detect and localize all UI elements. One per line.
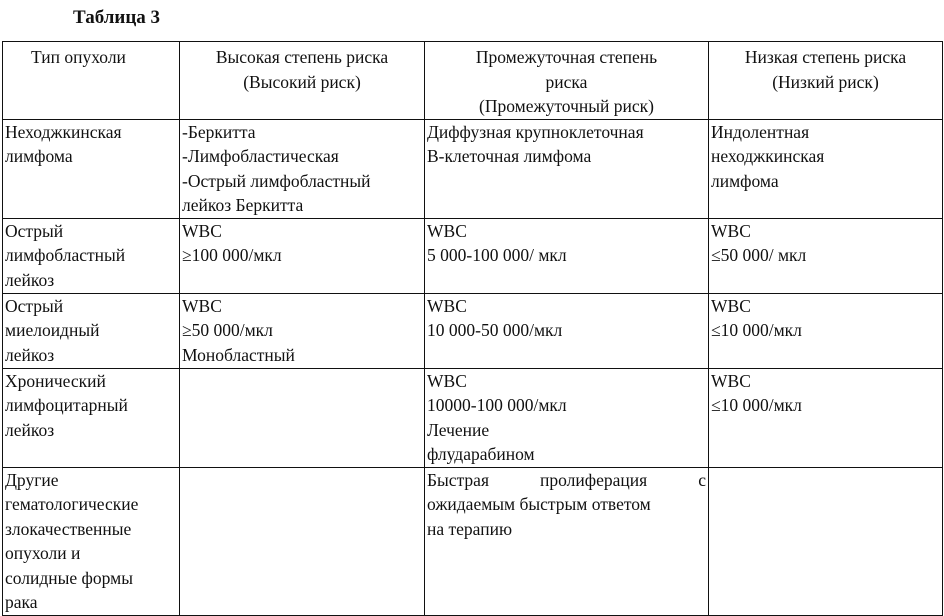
cell-intermediate-risk xyxy=(425,119,709,218)
cell-tumor-type xyxy=(3,293,180,368)
header-low-risk xyxy=(709,42,943,120)
cell-line: рака xyxy=(5,592,38,612)
cell-tumor-type xyxy=(3,368,180,467)
cell-line: солидные формы xyxy=(5,567,133,588)
header-tumor-type xyxy=(3,42,180,120)
cell-line: опухоли и xyxy=(5,543,81,563)
header-line: риска xyxy=(545,71,588,92)
header-line: Низкая степень риска xyxy=(744,47,907,67)
cell-line: 10000-100 000/мкл xyxy=(427,395,567,415)
table-row xyxy=(3,293,943,368)
cell-line: WBC xyxy=(182,295,222,316)
cell-line: ≤10 000/мкл xyxy=(711,320,802,340)
header-intermediate-risk xyxy=(425,42,709,120)
cell-line: лейкоз xyxy=(5,419,55,440)
header-high-risk xyxy=(180,42,425,120)
cell-intermediate-risk xyxy=(425,218,709,293)
cell-line: -Острый лимфобластный xyxy=(182,170,371,191)
cell-line: ≤10 000/мкл xyxy=(711,395,802,415)
table-row xyxy=(3,368,943,467)
cell-line: лейкоз xyxy=(5,344,55,365)
cell-line: Острый xyxy=(5,295,64,316)
cell-line: злокачественные xyxy=(5,518,132,539)
table-row xyxy=(3,467,943,615)
header-row xyxy=(3,42,943,120)
cell-line: флударабином xyxy=(427,444,535,464)
cell-line: 5 000-100 000/ мкл xyxy=(427,245,567,265)
cell-low-risk xyxy=(709,368,943,467)
cell-line: лимфоцитарный xyxy=(5,395,128,415)
cell-line: WBC xyxy=(427,370,467,391)
cell-low-risk xyxy=(709,467,943,615)
cell-line: WBC xyxy=(182,220,222,241)
cell-tumor-type xyxy=(3,218,180,293)
cell-line: WBC xyxy=(711,220,751,241)
table-caption: Таблица 3 xyxy=(73,7,161,28)
cell-high-risk xyxy=(180,218,425,293)
cell-line: ≤50 000/ мкл xyxy=(711,245,807,265)
header-line: (Высокий риск) xyxy=(243,71,361,92)
cell-line: В-клеточная лимфома xyxy=(427,146,592,166)
cell-line: 10 000-50 000/мкл xyxy=(427,320,563,340)
cell-intermediate-risk xyxy=(425,467,709,615)
cell-line: WBC xyxy=(427,220,467,241)
cell-line: Быстрая пролиферация с xyxy=(427,469,706,490)
cell-line: ожидаемым быстрым ответом xyxy=(427,494,651,514)
cell-low-risk xyxy=(709,293,943,368)
cell-line: Лечение xyxy=(427,419,490,440)
cell-line: WBC xyxy=(711,370,751,391)
cell-line: -Лимфобластическая xyxy=(182,146,339,166)
cell-line: Другие xyxy=(5,469,59,490)
cell-line: Диффузная крупноклеточная xyxy=(427,121,644,142)
header-line: Тип опухоли xyxy=(31,47,126,67)
cell-line: неходжкинская xyxy=(711,146,825,166)
cell-line: лимфома xyxy=(711,170,779,191)
cell-line: Острый xyxy=(5,220,64,241)
cell-high-risk xyxy=(180,467,425,615)
cell-tumor-type xyxy=(3,467,180,615)
table-row xyxy=(3,218,943,293)
header-line: (Промежуточный риск) xyxy=(479,96,654,116)
header-line: Промежуточная степень xyxy=(475,47,658,67)
cell-line: ≥50 000/мкл xyxy=(182,320,273,340)
cell-line: лимфобластный xyxy=(5,245,126,265)
table-row xyxy=(3,119,943,218)
cell-high-risk xyxy=(180,293,425,368)
cell-line: Хронический xyxy=(5,370,106,391)
cell-intermediate-risk xyxy=(425,293,709,368)
cell-high-risk xyxy=(180,119,425,218)
cell-intermediate-risk xyxy=(425,368,709,467)
cell-low-risk xyxy=(709,218,943,293)
cell-tumor-type xyxy=(3,119,180,218)
cell-line: Индолентная xyxy=(711,121,810,142)
cell-low-risk xyxy=(709,119,943,218)
cell-line: Неходжкинская xyxy=(5,121,122,142)
cell-line: миелоидный xyxy=(5,320,100,340)
cell-line: на терапию xyxy=(427,518,513,539)
cell-line: гематологические xyxy=(5,494,139,514)
cell-line: WBC xyxy=(427,295,467,316)
cell-line: лимфома xyxy=(5,146,73,166)
risk-table xyxy=(2,41,943,616)
header-line: Высокая степень риска xyxy=(215,47,389,67)
cell-line: WBC xyxy=(711,295,751,316)
cell-line: ≥100 000/мкл xyxy=(182,245,282,265)
cell-high-risk xyxy=(180,368,425,467)
header-line: (Низкий риск) xyxy=(772,71,879,92)
cell-line: лейкоз Беркитта xyxy=(182,195,304,215)
cell-line: -Беркитта xyxy=(182,121,256,142)
cell-line: лейкоз xyxy=(5,269,55,290)
cell-line: Монобластный xyxy=(182,344,295,365)
